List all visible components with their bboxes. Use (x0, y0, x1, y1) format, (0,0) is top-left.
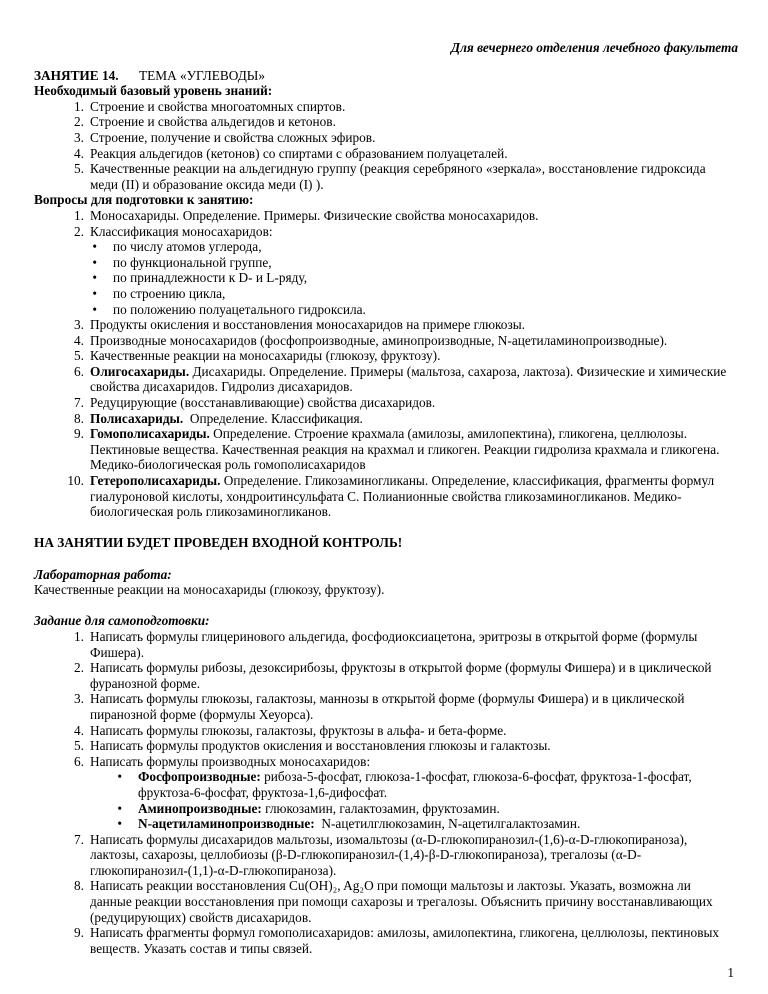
list-item: 7. Редуцирующие (восстанавливающие) свойства дисахаридов. (74, 395, 436, 411)
bullet-group (34, 769, 734, 831)
self-prep-heading: Задание для самоподготовки: (34, 613, 210, 629)
list-item: 5. Качественные реакции на альдегидную группу (реакция серебряного «зеркала», восстановление гидроксида меди (II) и образование оксида меди (I) ). (74, 161, 706, 192)
list-item: 9. Гомополисахариды. Определение. Строение крахмала (амилозы, амилопектина), гликогена, целлюлозы. Пектиновые вещества. Качественная реакция на крахмал и гликоген. Реакции гидролиза крахмала и гликогена. Медико-биологическая роль гомополисахаридов (74, 426, 720, 473)
list-item: 3. Написать формулы глюкозы, галактозы, маннозы в открытой форме (формулы Фишера) и в циклической пиранозной форме (формулы Хеуорса). (74, 691, 685, 722)
list-item: 4. Производные моносахаридов (фосфопроизводные, аминопроизводные, N-ацетиламинопроизводные). (74, 332, 668, 348)
document-page (34, 40, 738, 956)
bullet-item: • по строению цикла, (92, 285, 226, 301)
lesson-title (34, 68, 734, 84)
bullet-group (34, 239, 734, 317)
bullet-item: • по положению полуацетального гидроксила. (92, 301, 366, 317)
bullet-item: • Фосфопроизводные: рибоза-5-фосфат, глюкоза-1-фосфат, глюкоза-6-фосфат, фруктоза-1-фосфат, фруктоза-6-фосфат, фруктоза-1,6-дифосфат. (117, 769, 692, 800)
list-item: 2. Строение и свойства альдегидов и кетонов. (74, 114, 336, 130)
bullet-item: • по функциональной группе, (92, 254, 272, 270)
list-item: 7. Написать формулы дисахаридов мальтозы, изомальтозы (α-D-глюкопиранозил-(1,6)-α-D-глюкопираноза), лактозы, сахарозы, целлобиозы (β-D-глюкопиранозил-(1,4)-β-D-глюкопираноза), трегалозы (α-D-глюкопиранозил-(1,1)-α-D-глюкопираноза). (74, 831, 688, 878)
list-item: 4. Написать формулы глюкозы, галактозы, фруктозы в альфа- и бета-форме. (74, 722, 507, 738)
lab-heading: Лабораторная работа: (34, 566, 172, 582)
list-item: 1. Написать формулы глицеринового альдегида, фосфодиоксиацетона, эритрозы в открытой форме (формулы Фишера). (74, 628, 698, 660)
list-item: 1. Строение и свойства многоатомных спиртов. (74, 98, 346, 114)
bullet-item: • Аминопроизводные: глюкозамин, галактозамин, фруктозамин. (117, 800, 500, 816)
self-prep-list (34, 629, 734, 956)
list-item: 4. Реакция альдегидов (кетонов) со спиртами с образованием полуацеталей. (74, 145, 508, 161)
list-item: 10. Гетерополисахариды. Определение. Гликозаминогликаны. Определение, классификация, фрагменты формул гиалуроновой кислоты, хондроитинсульфата С. Полианионные свойства гликозаминогликанов. Медико-биологическая роль гликозаминогликанов. (67, 473, 715, 520)
header-note: Для вечернего отделения лечебного факультета (451, 40, 738, 55)
list-item: 8. Написать реакции восстановления Cu(OH)₂, Ag₂O при помощи мальтозы и лактозы. Указать, возможна ли данные реакции восстановления при помощи сахарозы и трегалозы. Объяснить причину восстанавливающих (редуцирующих) свойств дисахаридов. (74, 878, 713, 925)
base-knowledge-heading: Необходимый базовый уровень знаний: (34, 83, 273, 99)
list-item: 5. Качественные реакции на моносахариды (глюкозу, фруктозу). (74, 348, 441, 364)
bullet-item: • N-ацетиламинопроизводные: N-ацетилглюкозамин, N-ацетилгалактозамин. (117, 816, 581, 832)
list-item: 3. Строение, получение и свойства сложных эфиров. (74, 129, 376, 145)
questions-list (34, 208, 734, 520)
base-knowledge-list (34, 99, 734, 193)
lesson-topic: ТЕМА «УГЛЕВОДЫ» (139, 67, 266, 83)
list-item: 2. Классификация моносахаридов: (74, 223, 273, 239)
list-item: 2. Написать формулы рибозы, дезоксирибозы, фруктозы в открытой форме (формулы Фишера) и в циклической фуранозной форме. (74, 660, 712, 691)
list-item: 5. Написать формулы продуктов окисления и восстановления глюкозы и галактозы. (74, 738, 551, 754)
list-item: 1. Моносахариды. Определение. Примеры. Физические свойства моносахаридов. (74, 207, 539, 223)
list-item: 9. Написать фрагменты формул гомополисахаридов: амилозы, амилопектина, гликогена, целлюлозы, пектиновых веществ. Указать состав и типы связей. (74, 925, 720, 956)
bullet-item: • по принадлежности к D- и L-ряду, (92, 270, 308, 286)
list-item: 8. Полисахариды. Определение. Классификация. (74, 410, 363, 426)
list-item: 6. Написать формулы производных моносахаридов: (74, 753, 371, 769)
bullet-item: • по числу атомов углерода, (92, 239, 262, 255)
questions-heading: Вопросы для подготовки к занятию: (34, 192, 254, 208)
page-number: 1 (727, 965, 734, 980)
lab-text: Качественные реакции на моносахариды (глюкозу, фруктозу). (34, 582, 385, 598)
list-item: 3. Продукты окисления и восстановления моносахаридов на примере глюкозы. (74, 317, 525, 333)
lesson-number: ЗАНЯТИЕ 14. (34, 67, 119, 83)
entrance-control-notice: НА ЗАНЯТИИ БУДЕТ ПРОВЕДЕН ВХОДНОЙ КОНТРОЛЬ! (34, 535, 403, 551)
list-item: 6. Олигосахариды. Дисахариды. Определение. Примеры (мальтоза, сахароза, лактоза). Физические и химические свойства дисахаридов. Гидролиз дисахаридов. (74, 363, 727, 395)
